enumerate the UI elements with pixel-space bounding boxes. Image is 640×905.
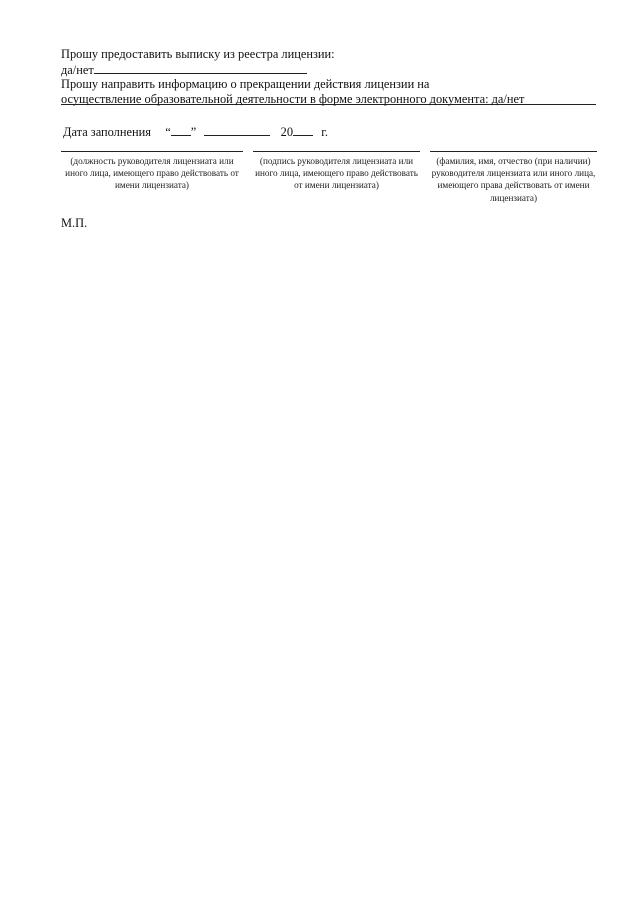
year-prefix: 20	[280, 125, 294, 139]
date-label: Дата заполнения	[63, 125, 151, 139]
date-line	[63, 124, 328, 139]
signature-caption: (подпись руководителя лицензиата или иного лица, имеющего право действовать от имени лицензиата)	[255, 156, 418, 191]
year-suffix: г.	[321, 125, 329, 139]
request-notify-text-1: Прошу направить информацию о прекращении действия лицензии на	[61, 77, 430, 91]
name-field-line[interactable]	[430, 151, 597, 152]
name-caption: (фамилия, имя, отчество (при наличии) руководителя лицензиата или иного лица, имеющего права действовать от имени лицензиата)	[431, 156, 596, 203]
yes-no-line	[61, 62, 307, 77]
signature-field-line[interactable]	[253, 151, 420, 152]
yes-no-blank[interactable]	[94, 62, 307, 74]
day-blank[interactable]	[171, 124, 191, 136]
year-blank[interactable]	[293, 124, 313, 136]
open-quote: “	[165, 125, 171, 139]
stamp-place: М.П.	[61, 216, 88, 230]
month-blank[interactable]	[204, 124, 270, 136]
notify-underline	[61, 104, 596, 105]
close-quote: ”	[190, 125, 197, 139]
position-field-line[interactable]	[61, 151, 243, 152]
request-notify-text-2: осуществление образовательной деятельности в форме электронного документа: да/нет	[61, 92, 525, 106]
position-caption: (должность руководителя лицензиата или иного лица, имеющего право действовать от имени лицензиата)	[65, 156, 239, 191]
yes-no-label: да/нет	[61, 63, 94, 77]
request-extract-text: Прошу предоставить выписку из реестра лицензии:	[61, 47, 335, 61]
